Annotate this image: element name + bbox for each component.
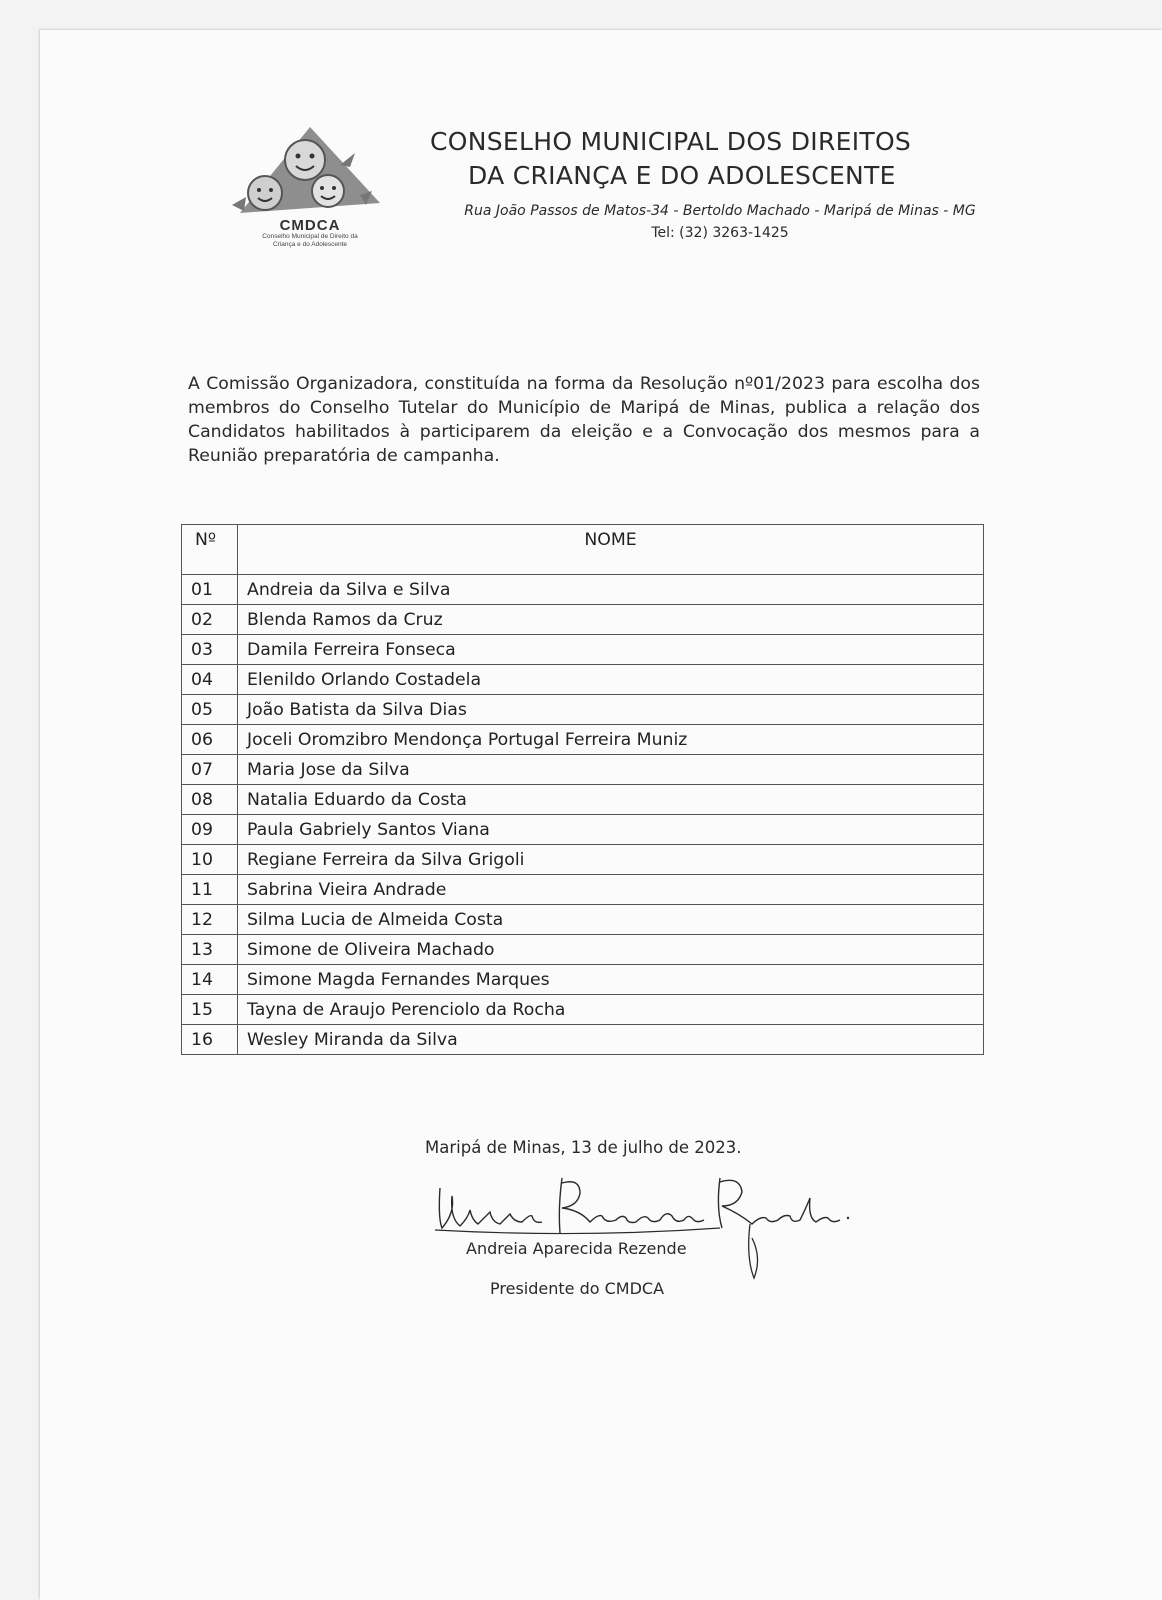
address-text: Rua João Passos de Matos-34 - Bertoldo Machado - Maripá de Minas - MG	[464, 203, 976, 219]
candidate-number: 11	[182, 875, 238, 905]
cmdca-logo	[220, 125, 400, 260]
table-row	[182, 695, 984, 725]
candidate-name: Paula Gabriely Santos Viana	[238, 815, 984, 845]
candidate-name: João Batista da Silva Dias	[238, 695, 984, 725]
column-header-number: Nº	[182, 525, 238, 575]
intro-paragraph: A Comissão Organizadora, constituída na forma da Resolução nº01/2023 para escolha dos membros do Conselho Tutelar do Município de Maripá de Minas, publica a relação dos Candidatos habilitados à participarem da eleição e a Convocação dos mesmos para a Reunião preparatória de campanha.	[188, 374, 980, 467]
candidate-name: Natalia Eduardo da Costa	[238, 785, 984, 815]
table-row	[182, 635, 984, 665]
candidates-table	[181, 524, 984, 1055]
candidate-name: Simone Magda Fernandes Marques	[238, 965, 984, 995]
logo-subtitle-line2: Criança e do Adolescente	[272, 241, 348, 248]
candidate-number: 14	[182, 965, 238, 995]
candidate-number: 13	[182, 935, 238, 965]
table-row	[182, 1025, 984, 1055]
candidate-number: 06	[182, 725, 238, 755]
candidate-number: 01	[182, 575, 238, 605]
candidate-name: Silma Lucia de Almeida Costa	[238, 905, 984, 935]
signer-role: Presidente do CMDCA	[490, 1279, 665, 1298]
phone-text: Tel: (32) 3263-1425	[651, 225, 789, 241]
table-row	[182, 815, 984, 845]
candidate-number: 02	[182, 605, 238, 635]
signer-name: Andreia Aparecida Rezende	[466, 1239, 687, 1258]
address-block	[460, 200, 980, 244]
logo-acronym: CMDCA	[279, 217, 341, 234]
candidate-number: 16	[182, 1025, 238, 1055]
candidate-name: Andreia da Silva e Silva	[238, 575, 984, 605]
logo-children-icon	[220, 125, 400, 220]
table-row	[182, 725, 984, 755]
logo-subtitle-line1: Conselho Municipal de Direito da	[262, 233, 358, 240]
table-header-row	[182, 525, 984, 575]
table-row	[182, 845, 984, 875]
candidate-name: Maria Jose da Silva	[238, 755, 984, 785]
table-row	[182, 905, 984, 935]
candidate-number: 03	[182, 635, 238, 665]
candidate-name: Elenildo Orlando Costadela	[238, 665, 984, 695]
candidate-name: Joceli Oromzibro Mendonça Portugal Ferreira Muniz	[238, 725, 984, 755]
table-row	[182, 785, 984, 815]
table-row	[182, 935, 984, 965]
title-line2: DA CRIANÇA E DO ADOLESCENTE	[468, 161, 896, 190]
candidate-name: Sabrina Vieira Andrade	[238, 875, 984, 905]
candidate-number: 15	[182, 995, 238, 1025]
table-row	[182, 755, 984, 785]
candidate-name: Simone de Oliveira Machado	[238, 935, 984, 965]
table-row	[182, 575, 984, 605]
candidate-name: Blenda Ramos da Cruz	[238, 605, 984, 635]
council-title	[430, 125, 911, 193]
candidate-name: Damila Ferreira Fonseca	[238, 635, 984, 665]
column-header-name: NOME	[238, 525, 984, 575]
candidate-number: 12	[182, 905, 238, 935]
table-row	[182, 875, 984, 905]
candidate-name: Tayna de Araujo Perenciolo da Rocha	[238, 995, 984, 1025]
logo-subtitle	[220, 233, 400, 249]
candidate-number: 08	[182, 785, 238, 815]
place-date: Maripá de Minas, 13 de julho de 2023.	[425, 1138, 742, 1157]
table-row	[182, 605, 984, 635]
candidate-number: 10	[182, 845, 238, 875]
candidate-number: 05	[182, 695, 238, 725]
candidate-name: Regiane Ferreira da Silva Grigoli	[238, 845, 984, 875]
table-row	[182, 965, 984, 995]
table-row	[182, 995, 984, 1025]
candidate-number: 09	[182, 815, 238, 845]
candidate-number: 07	[182, 755, 238, 785]
candidate-number: 04	[182, 665, 238, 695]
candidate-name: Wesley Miranda da Silva	[238, 1025, 984, 1055]
handwritten-signature	[430, 1158, 860, 1288]
table-body	[182, 575, 984, 1055]
table-row	[182, 665, 984, 695]
title-line1: CONSELHO MUNICIPAL DOS DIREITOS	[430, 127, 912, 156]
